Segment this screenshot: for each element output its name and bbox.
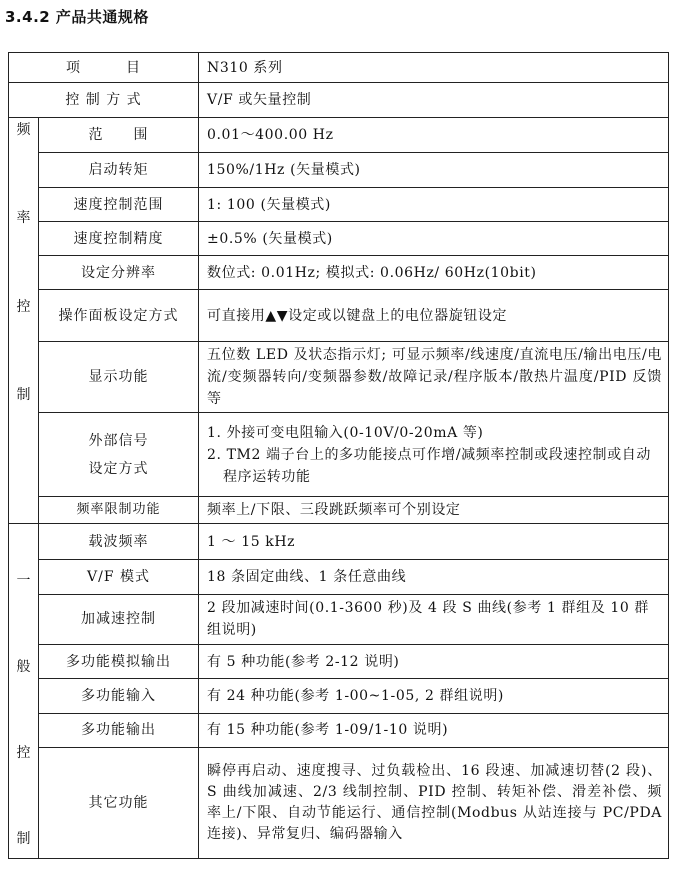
table-row <box>9 524 669 560</box>
row-value: 有 24 种功能(参考 1-00~1-05, 2 群组说明) <box>199 679 669 713</box>
row-label: V/F 模式 <box>39 560 199 594</box>
row-value: 五位数 LED 及状态指示灯; 可显示频率/线速度/直流电压/输出电压/电流/变频器转向/变频器参数/故障记录/程序版本/散热片温度/PID 反馈等 <box>199 342 669 413</box>
table-row <box>9 188 669 222</box>
row-value: 1 ～ 15 kHz <box>199 524 669 560</box>
row-label-line: 外部信号 <box>88 432 149 449</box>
list-item: 1. 外接可变电阻输入(0-10V/0-20mA 等) <box>207 424 484 441</box>
table-header-row <box>9 53 669 83</box>
table-row <box>9 679 669 713</box>
group-char: 一 <box>16 573 31 589</box>
table-row <box>9 83 669 118</box>
list-item: 2. TM2 端子台上的多功能接点可作增/减频率控制或段速控制或自动程序运转功能 <box>207 446 651 485</box>
header-item-label: 项 目 <box>9 53 199 83</box>
row-label: 速度控制精度 <box>39 222 199 256</box>
group-char: 率 <box>16 210 31 227</box>
table-row <box>9 222 669 256</box>
group-label-frequency-control <box>9 118 39 524</box>
row-label: 多功能模拟输出 <box>39 645 199 679</box>
group-char: 制 <box>16 831 31 847</box>
row-label: 控 制 方 式 <box>9 83 199 118</box>
row-value: 2 段加减速时间(0.1-3600 秒)及 4 段 S 曲线(参考 1 群组及 10 群组说明) <box>199 594 669 644</box>
table-row <box>9 713 669 747</box>
row-label: 启动转矩 <box>39 153 199 188</box>
spec-table <box>8 52 669 859</box>
table-row <box>9 413 669 497</box>
row-label: 显示功能 <box>39 342 199 413</box>
table-row <box>9 747 669 858</box>
row-label: 操作面板设定方式 <box>39 290 199 342</box>
row-value <box>199 413 669 497</box>
group-char: 频 <box>16 121 31 138</box>
row-label: 设定分辨率 <box>39 256 199 290</box>
row-value: 18 条固定曲线、1 条任意曲线 <box>199 560 669 594</box>
row-value: V/F 或矢量控制 <box>199 83 669 118</box>
row-label: 速度控制范围 <box>39 188 199 222</box>
section-heading: 3.4.2 产品共通规格 <box>5 8 149 26</box>
row-value: 有 15 种功能(参考 1-09/1-10 说明) <box>199 713 669 747</box>
row-value: 可直接用▲▼设定或以键盘上的电位器旋钮设定 <box>199 290 669 342</box>
group-label-general-control <box>9 524 39 859</box>
row-value: 0.01～400.00 Hz <box>199 118 669 153</box>
table-row <box>9 560 669 594</box>
row-label <box>39 413 199 497</box>
table-row <box>9 118 669 153</box>
table-row <box>9 290 669 342</box>
row-label: 其它功能 <box>39 747 199 858</box>
row-value: ±0.5% (矢量模式) <box>199 222 669 256</box>
row-label: 载波频率 <box>39 524 199 560</box>
table-row <box>9 256 669 290</box>
group-char: 控 <box>16 745 31 761</box>
row-label: 加减速控制 <box>39 594 199 644</box>
table-row <box>9 342 669 413</box>
row-value: 数位式: 0.01Hz; 模拟式: 0.06Hz/ 60Hz(10bit) <box>199 256 669 290</box>
table-row <box>9 153 669 188</box>
row-label: 多功能输出 <box>39 713 199 747</box>
group-char: 制 <box>16 387 31 404</box>
row-label: 范 围 <box>39 118 199 153</box>
row-label: 多功能输入 <box>39 679 199 713</box>
header-item-value: N310 系列 <box>199 53 669 83</box>
group-char: 控 <box>16 298 31 315</box>
row-value: 150%/1Hz (矢量模式) <box>199 153 669 188</box>
row-value: 1: 100 (矢量模式) <box>199 188 669 222</box>
table-row <box>9 594 669 644</box>
row-value: 频率上/下限、三段跳跃频率可个别设定 <box>199 497 669 524</box>
table-row <box>9 645 669 679</box>
row-label: 频率限制功能 <box>39 497 199 524</box>
row-value: 瞬停再启动、速度搜寻、过负载检出、16 段速、加减速切替(2 段)、S 曲线加减速、2/3 线制控制、PID 控制、转矩补偿、滑差补偿、频率上/下限、自动节能运行、通信控制(Modbus 从站连接与 PC/PDA 连接)、异常复归、编码器输入 <box>199 747 669 858</box>
group-char: 般 <box>16 659 31 675</box>
row-label-line: 设定方式 <box>88 460 149 477</box>
table-row <box>9 497 669 524</box>
row-value: 有 5 种功能(参考 2-12 说明) <box>199 645 669 679</box>
